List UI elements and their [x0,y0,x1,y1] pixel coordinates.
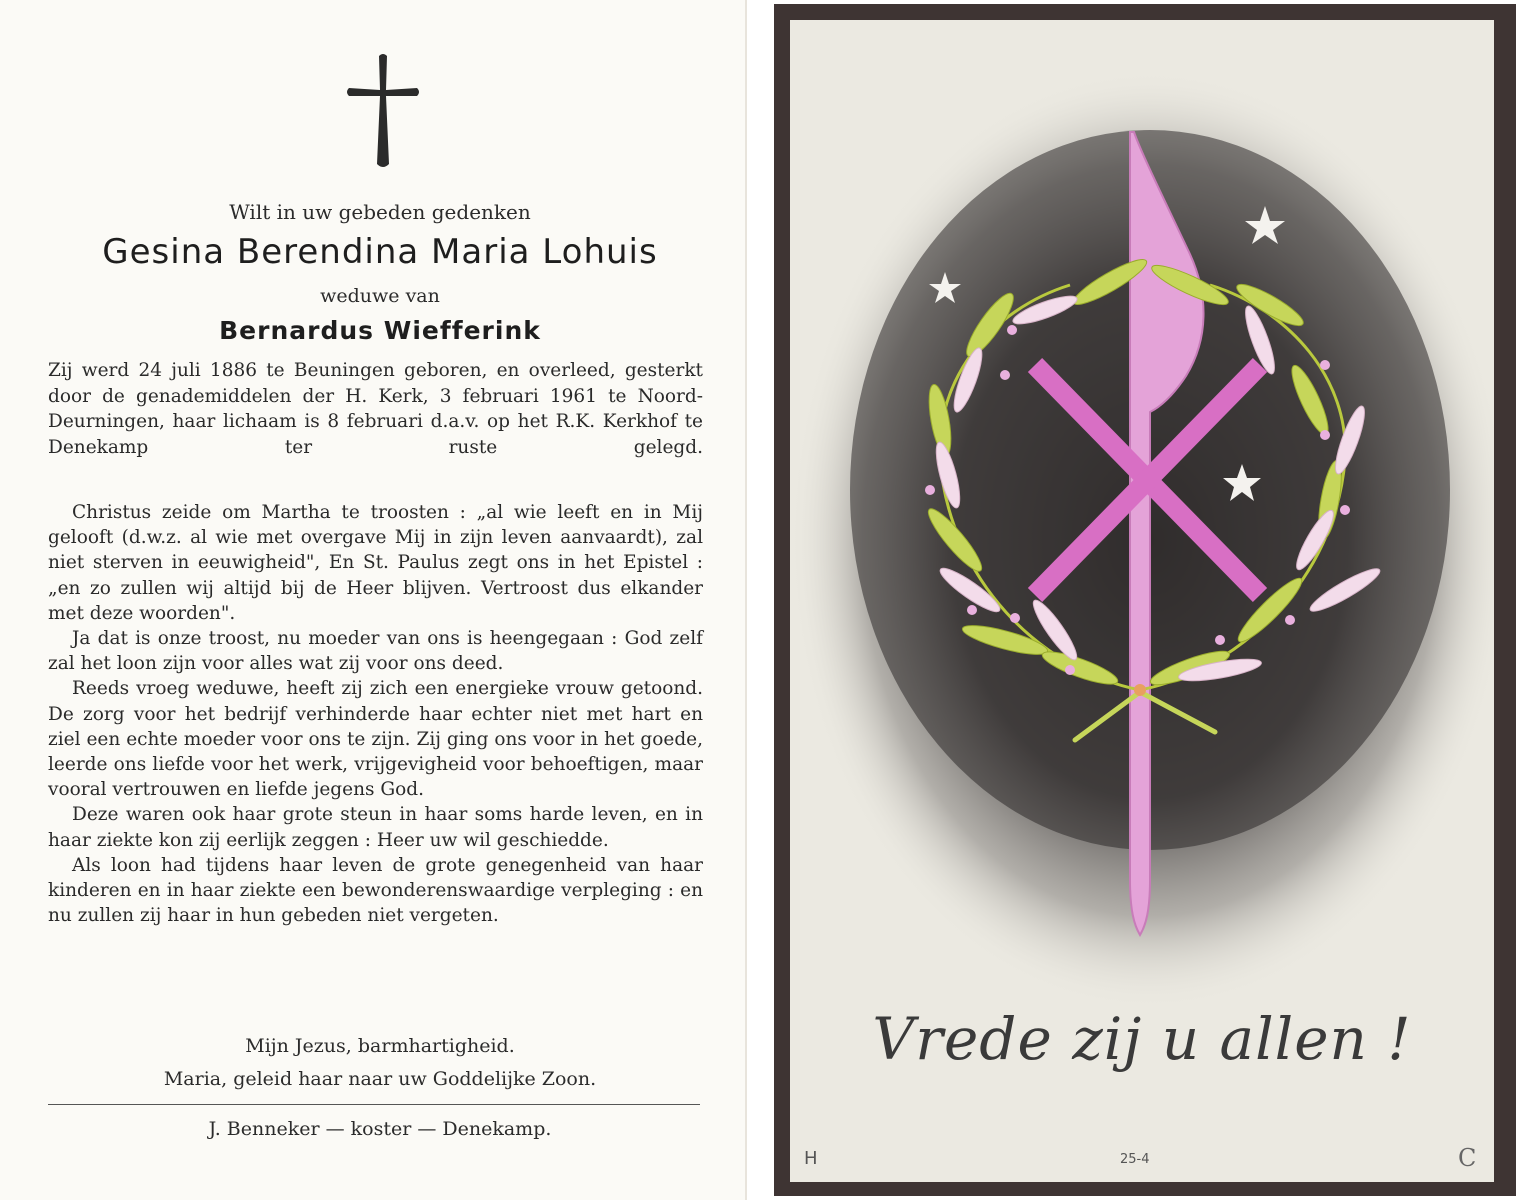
paragraph-christus: Christus zeide om Martha te troosten : „al wie leeft en in Mij gelooft (d.w.z. al wie met overgave Mij in zijn leven aanvaardt), zal niet sterven in eeuwigheid", En St. Paulus zegt ons in het Epistel : „en zo zullen wij altijd bij de Heer blijven. Vertroost dus elkander met deze woorden". [48,502,703,624]
monogram-mark: H [804,1148,818,1169]
print-code: 25-4 [1120,1152,1150,1167]
paragraph-loon: Als loon had tijdens haar leven de grote genegenheid van haar kinderen en in haar ziekte een bewonderenswaardige verpleging : en nu zullen zij haar in hun gebeden niet vergeten. [48,854,703,927]
husband-name: Bernardus Wiefferink [219,316,541,345]
publisher-mark: C [1458,1144,1477,1172]
widow-of-line: weduwe van [320,285,440,307]
deceased-name: Gesina Berendina Maria Lohuis [102,232,658,272]
memorial-image-card [774,4,1516,1196]
image-panel [790,20,1494,1182]
paragraph-troost: Ja dat is onze troost, nu moeder van ons is heengegaan : God zelf zal het loon zijn voor alles wat zij voor ons deed. [48,628,703,675]
prayer-jezus: Mijn Jezus, barmhartigheid. [245,1035,515,1057]
cross-icon [345,52,421,170]
paragraph-steun: Deze waren ook haar grote steun in haar soms harde leven, en in haar ziekte kon zij eerlijk zeggen : Heer uw wil geschiedde. [48,804,703,851]
prayer-maria: Maria, geleid haar naar uw Goddelijke Zoon. [163,1068,597,1090]
memorial-body [48,500,703,928]
printer-credit: J. Benneker — koster — Denekamp. [208,1118,552,1140]
paragraph-weduwe: Reeds vroeg weduwe, heeft zij zich een energieke vrouw getoond. De zorg voor het bedrijf verhinderde haar echter niet met hart en ziel een echte moeder voor ons te zijn. Zij ging ons voor in het goede, leerde ons liefde voor het werk, vrijgevigheid voor behoeftigen, maar vooral vertrouwen en liefde jegens God. [48,678,703,801]
memorial-text-card [0,0,747,1200]
motto-text: Vrede zij u allen ! [872,1005,1412,1073]
divider-line [48,1104,700,1105]
intro-line: Wilt in uw gebeden gedenken [229,200,531,224]
biography-paragraph: Zij werd 24 juli 1886 te Beuningen geboren, en overleed, gesterkt door de genademiddelen der H. Kerk, 3 februari 1961 te Noord-Deurningen, haar lichaam is 8 februari d.a.v. op het R.K. Kerkhof te Denekamp ter ruste gelegd. [48,360,703,458]
